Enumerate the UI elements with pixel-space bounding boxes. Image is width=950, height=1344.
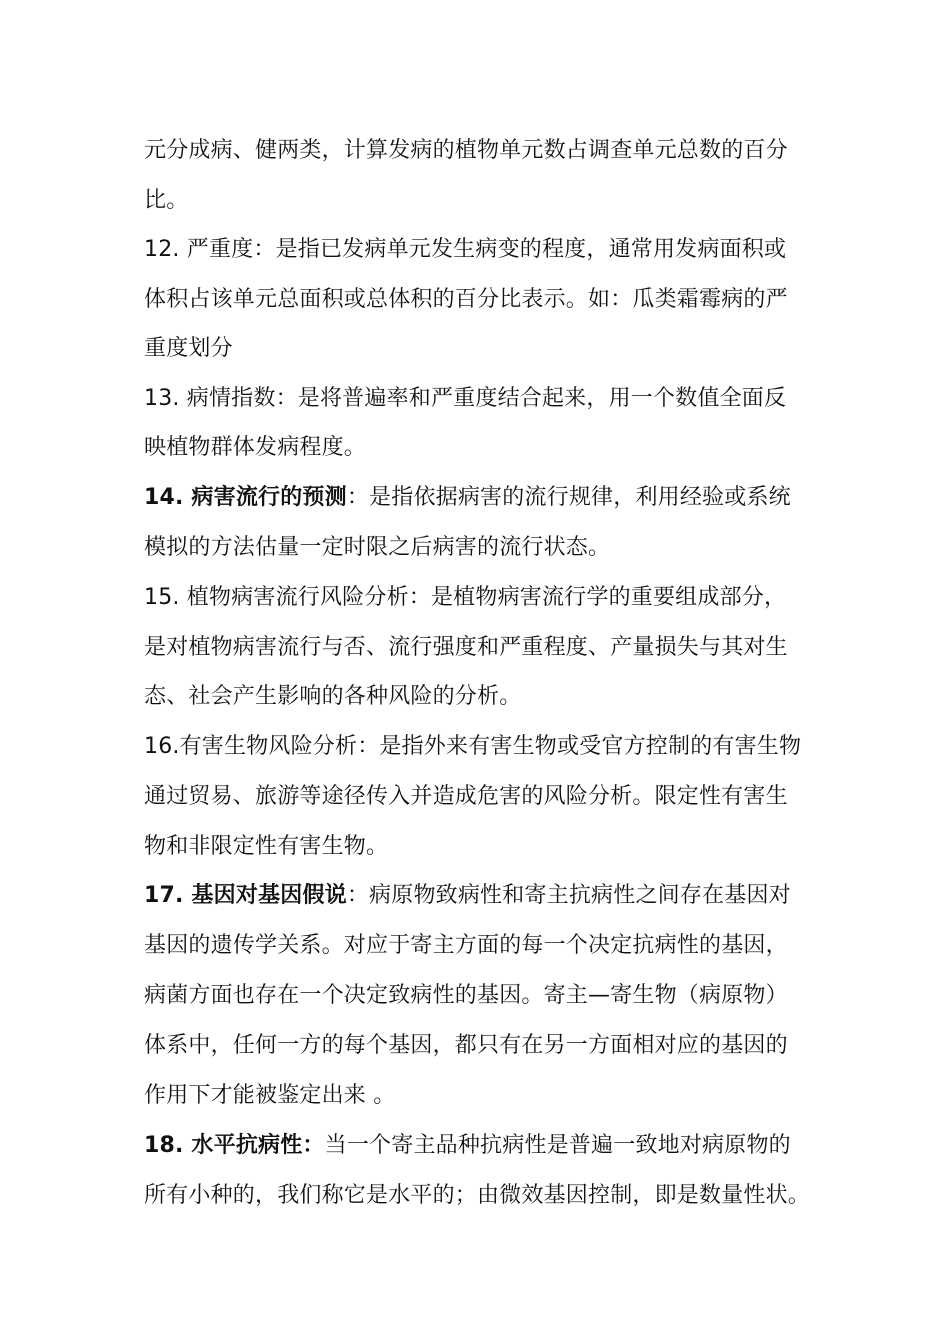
- line-text: ：病原物致病性和寄主抗病性之间存在基因对: [346, 883, 791, 908]
- line-text: 12. 严重度：是指已发病单元发生病变的程度，通常用发病面积或: [144, 237, 787, 262]
- line-text: 通过贸易、旅游等途径传入并造成危害的风险分析。限定性有害生: [144, 784, 788, 809]
- line-text: 15. 植物病害流行风险分析：是植物病害流行学的重要组成部分，: [144, 585, 787, 610]
- line-text: 元分成病、健两类，计算发病的植物单元数占调查单元总数的百分: [144, 138, 788, 163]
- text-line: [144, 832, 824, 862]
- text-line: [144, 583, 824, 613]
- text-line: [144, 136, 824, 166]
- text-line: [144, 981, 824, 1011]
- text-line: [144, 782, 824, 812]
- text-line: [144, 732, 824, 762]
- text-line: [144, 633, 824, 663]
- line-text: 物和非限定性有害生物。: [144, 834, 389, 859]
- text-line: [144, 384, 824, 414]
- term-heading: 14. 病害流行的预测: [144, 485, 347, 510]
- line-text: 基因的遗传学关系。对应于寄主方面的每一个决定抗病性的基因，: [144, 933, 788, 958]
- line-text: 映植物群体发病程度。: [144, 435, 367, 460]
- text-line: [144, 186, 824, 216]
- text-line: [144, 285, 824, 315]
- text-line: [144, 1081, 824, 1111]
- text-line: [144, 881, 824, 911]
- line-text: 态、社会产生影响的各种风险的分析。: [144, 684, 522, 709]
- line-text: 比。: [144, 188, 189, 213]
- text-line: [144, 533, 824, 563]
- line-text: ：是指依据病害的流行规律，利用经验或系统: [346, 485, 791, 510]
- line-text: 当一个寄主品种抗病性是普遍一致地对病原物的: [324, 1133, 791, 1158]
- text-line: [144, 334, 824, 364]
- line-text: 体积占该单元总面积或总体积的百分比表示。如：瓜类霜霉病的严: [144, 287, 788, 312]
- text-line: [144, 1031, 824, 1061]
- term-heading: 18. 水平抗病性：: [144, 1133, 325, 1158]
- text-line: [144, 931, 824, 961]
- text-line: [144, 433, 824, 463]
- line-text: 13. 病情指数：是将普遍率和严重度结合起来，用一个数值全面反: [144, 386, 787, 411]
- line-text: 是对植物病害流行与否、流行强度和严重程度、产量损失与其对生: [144, 635, 788, 660]
- term-heading: 17. 基因对基因假说: [144, 883, 347, 908]
- line-text: 重度划分: [144, 336, 233, 361]
- line-text: 病菌方面也存在一个决定致病性的基因。寄主—寄生物（病原物）: [144, 983, 788, 1008]
- line-text: 所有小种的，我们称它是水平的；由微效基因控制，即是数量性状。: [144, 1183, 811, 1208]
- line-text: 作用下才能被鉴定出来 。: [144, 1083, 396, 1108]
- line-text: 模拟的方法估量一定时限之后病害的流行状态。: [144, 535, 611, 560]
- line-text: 16.有害生物风险分析：是指外来有害生物或受官方控制的有害生物: [144, 734, 802, 759]
- text-line: [144, 483, 824, 513]
- text-line: [144, 235, 824, 265]
- text-line: [144, 1181, 824, 1211]
- text-line: [144, 682, 824, 712]
- text-line: [144, 1131, 824, 1161]
- line-text: 体系中，任何一方的每个基因，都只有在另一方面相对应的基因的: [144, 1033, 788, 1058]
